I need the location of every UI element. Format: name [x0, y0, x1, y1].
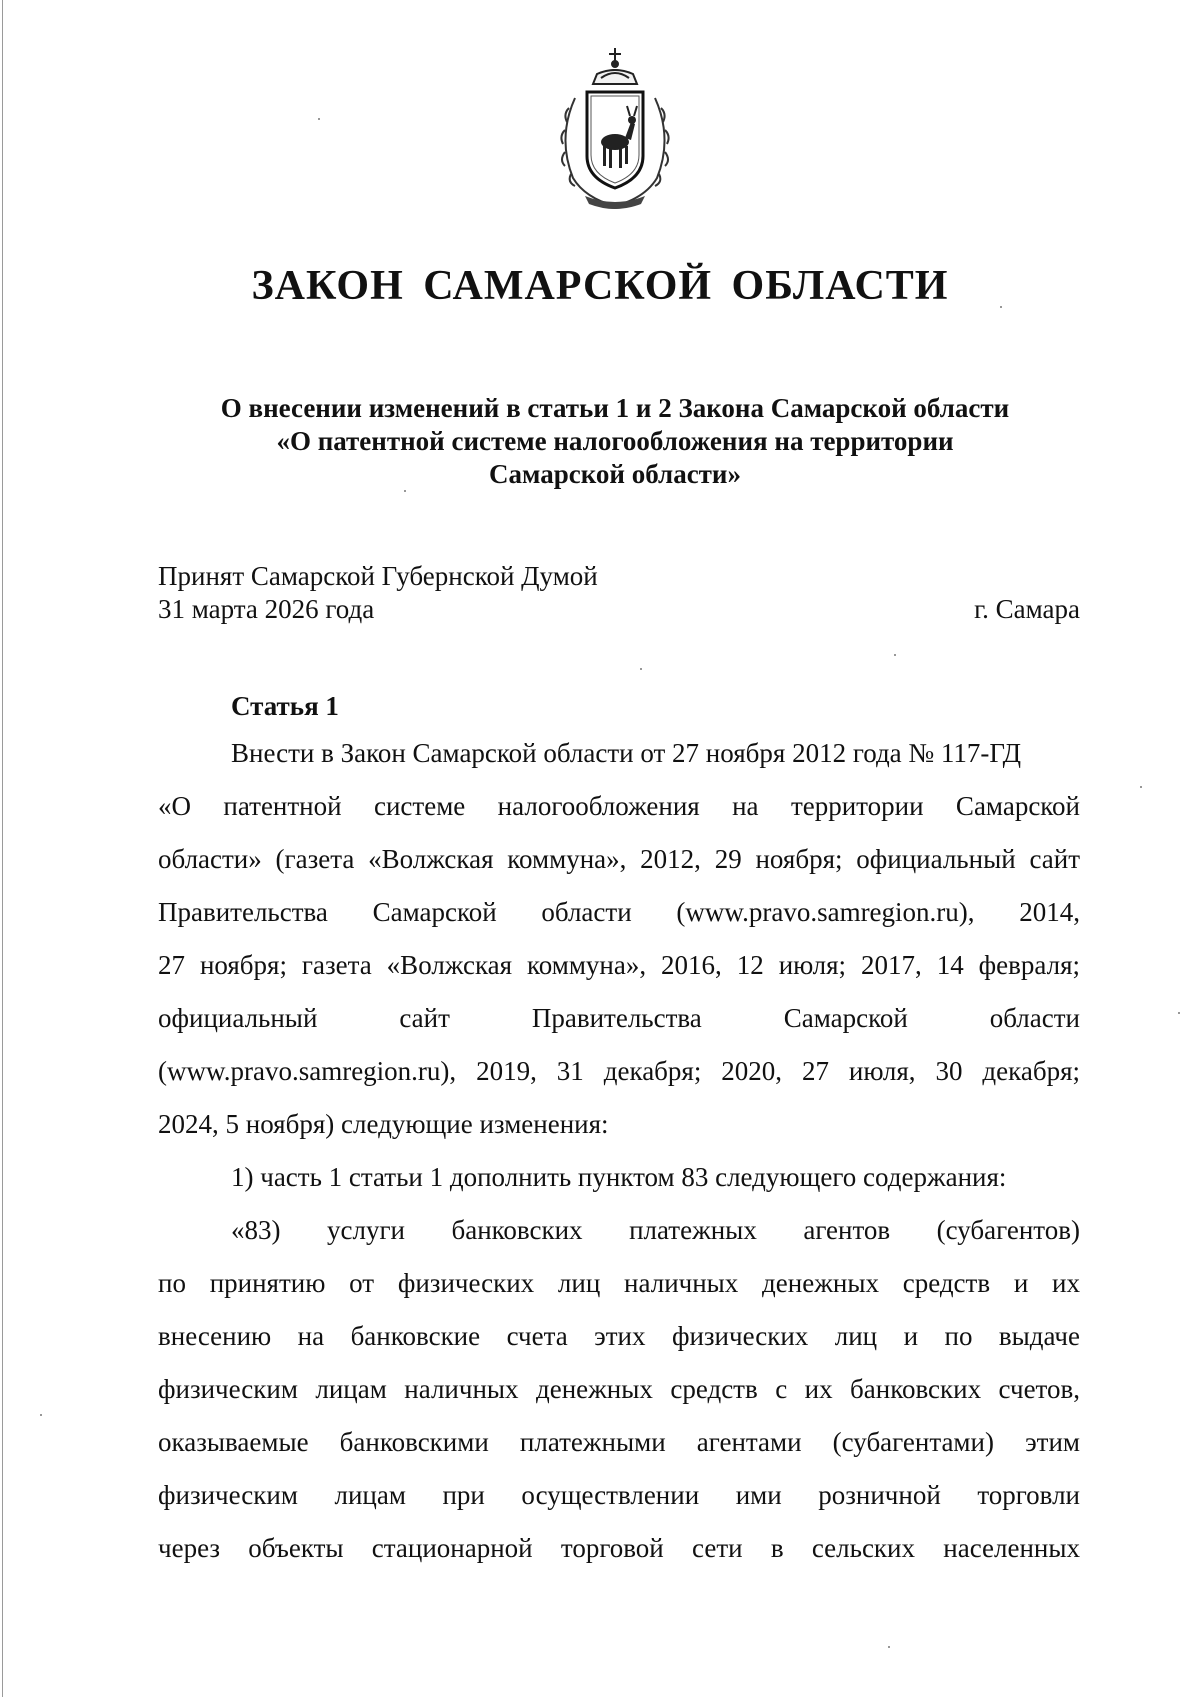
- adopted-by: Принят Самарской Губернской Думой: [158, 561, 598, 591]
- scan-speck: [1178, 1012, 1180, 1014]
- scan-speck: [40, 1414, 42, 1416]
- adoption-date: 31 марта 2026 года: [158, 594, 375, 624]
- article-line: оказываемые банковскими платежными агентами (субагентами) этим: [158, 1427, 1080, 1457]
- samara-region-coat-of-arms-icon: [535, 38, 695, 218]
- article-line: официальный сайт Правительства Самарской области: [158, 1003, 1080, 1033]
- article-heading: Статья 1: [231, 691, 339, 721]
- article-line: 1) часть 1 статьи 1 дополнить пунктом 83 следующего содержания:: [231, 1162, 1007, 1192]
- law-subtitle: [150, 392, 1080, 491]
- article-line: 2024, 5 ноября) следующие изменения:: [158, 1109, 609, 1139]
- article-line: внесению на банковские счета этих физических лиц и по выдаче: [158, 1321, 1080, 1351]
- scan-edge-line: [2, 0, 3, 1697]
- scan-speck: [640, 668, 642, 670]
- article-line: 27 ноября; газета «Волжская коммуна», 2016, 12 июля; 2017, 14 февраля;: [158, 950, 1080, 980]
- article-line: (www.pravo.samregion.ru), 2019, 31 декабря; 2020, 27 июля, 30 декабря;: [158, 1056, 1080, 1086]
- article-line: физическим лицам при осуществлении ими розничной торговли: [158, 1480, 1080, 1510]
- scan-speck: [894, 654, 896, 656]
- article-line: через объекты стационарной торговой сети в сельских населенных: [158, 1533, 1080, 1563]
- law-title: ЗАКОН САМАРСКОЙ ОБЛАСТИ: [251, 263, 949, 309]
- scan-speck: [404, 490, 406, 492]
- article-line: «83) услуги банковских платежных агентов (субагентов): [231, 1215, 1080, 1245]
- scan-speck: [1000, 306, 1002, 308]
- scan-speck: [318, 118, 320, 120]
- law-subtitle-line: «О патентной системе налогообложения на территории: [276, 426, 954, 456]
- article-line: Правительства Самарской области (www.pravo.samregion.ru), 2014,: [158, 897, 1080, 927]
- article-line: по принятию от физических лиц наличных денежных средств и их: [158, 1268, 1080, 1298]
- article-line: области» (газета «Волжская коммуна», 2012, 29 ноября; официальный сайт: [158, 844, 1080, 874]
- article-line: «О патентной системе налогообложения на территории Самарской: [158, 791, 1080, 821]
- article-line: физическим лицам наличных денежных средств с их банковских счетов,: [158, 1374, 1080, 1404]
- law-subtitle-line: О внесении изменений в статьи 1 и 2 Закона Самарской области: [220, 393, 1010, 423]
- article-line: Внести в Закон Самарской области от 27 ноября 2012 года № 117-ГД: [231, 738, 1022, 768]
- city: г. Самара: [974, 594, 1080, 624]
- scan-speck: [888, 1646, 890, 1648]
- scan-speck: [1140, 786, 1142, 788]
- law-subtitle-line: Самарской области»: [489, 459, 741, 489]
